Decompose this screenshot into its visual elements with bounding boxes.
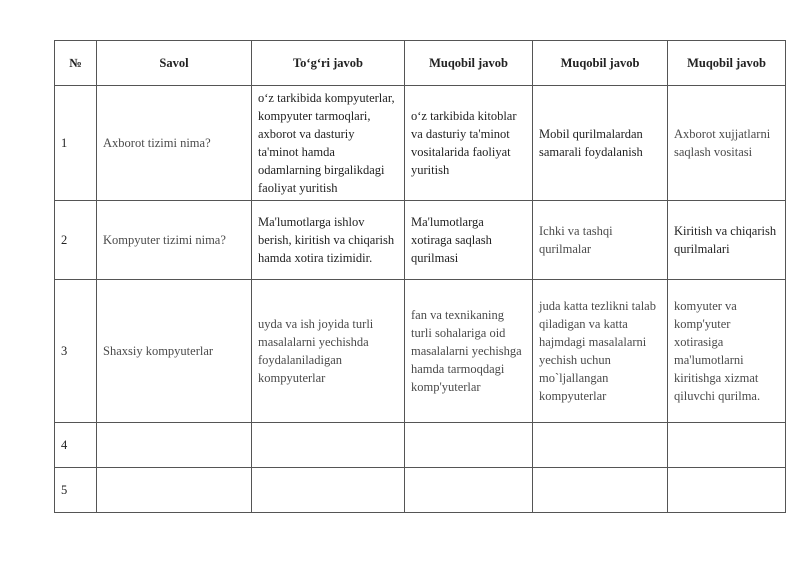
alt-answer-cell: Ichki va tashqi qurilmalar [533,201,668,280]
alt-answer-cell[interactable] [533,468,668,513]
question-cell[interactable] [97,468,252,513]
alt-answer-cell: Kiritish va chiqarish qurilmalari [668,201,786,280]
header-alt-answer-1: Muqobil javob [405,41,533,86]
row-number: 5 [55,468,97,513]
table-row [55,201,786,280]
alt-answer-cell[interactable] [405,468,533,513]
alt-answer-cell[interactable] [668,423,786,468]
header-alt-answer-2: Muqobil javob [533,41,668,86]
question-cell[interactable] [97,423,252,468]
row-number: 1 [55,86,97,201]
alt-answer-cell[interactable] [668,468,786,513]
correct-answer-cell: Ma'lumotlarga ishlov berish, kiritish va chiqarish hamda xotira tizimidir. [252,201,405,280]
correct-answer-cell: o‘z tarkibida kompyuterlar, kompyuter tarmoqlari, axborot va dasturiy ta'minot hamda odamlarning birgalikdagi faoliyat yuritish [252,86,405,201]
quiz-table [54,40,786,513]
row-number: 4 [55,423,97,468]
question-cell: Axborot tizimi nima? [97,86,252,201]
correct-answer-cell[interactable] [252,423,405,468]
header-row [55,41,786,86]
alt-answer-cell[interactable] [405,423,533,468]
table-row [55,280,786,423]
row-number: 2 [55,201,97,280]
alt-answer-cell: Mobil qurilmalardan samarali foydalanish [533,86,668,201]
alt-answer-cell: Axborot xujjatlarni saqlash vositasi [668,86,786,201]
table-row [55,468,786,513]
alt-answer-cell: juda katta tezlikni talab qiladigan va katta hajmdagi masalalarni yechish uchun mo`ljallangan kompyuterlar [533,280,668,423]
alt-answer-cell: komyuter va komp'yuter xotirasiga ma'lumotlarni kiritishga xizmat qiluvchi qurilma. [668,280,786,423]
alt-answer-cell: o‘z tarkibida kitoblar va dasturiy ta'minot vositalarida faoliyat yuritish [405,86,533,201]
alt-answer-cell: fan va texnikaning turli sohalariga oid masalalarni yechishga hamda tarmoqdagi komp'yuterlar [405,280,533,423]
header-alt-answer-3: Muqobil javob [668,41,786,86]
table-row [55,423,786,468]
alt-answer-cell[interactable] [533,423,668,468]
table-row [55,86,786,201]
correct-answer-cell[interactable] [252,468,405,513]
alt-answer-cell: Ma'lumotlarga xotiraga saqlash qurilmasi [405,201,533,280]
question-cell: Shaxsiy kompyuterlar [97,280,252,423]
header-question: Savol [97,41,252,86]
question-cell: Kompyuter tizimi nima? [97,201,252,280]
correct-answer-cell: uyda va ish joyida turli masalalarni yechishda foydalaniladigan kompyuterlar [252,280,405,423]
header-number: № [55,41,97,86]
row-number: 3 [55,280,97,423]
header-correct-answer: To‘g‘ri javob [252,41,405,86]
